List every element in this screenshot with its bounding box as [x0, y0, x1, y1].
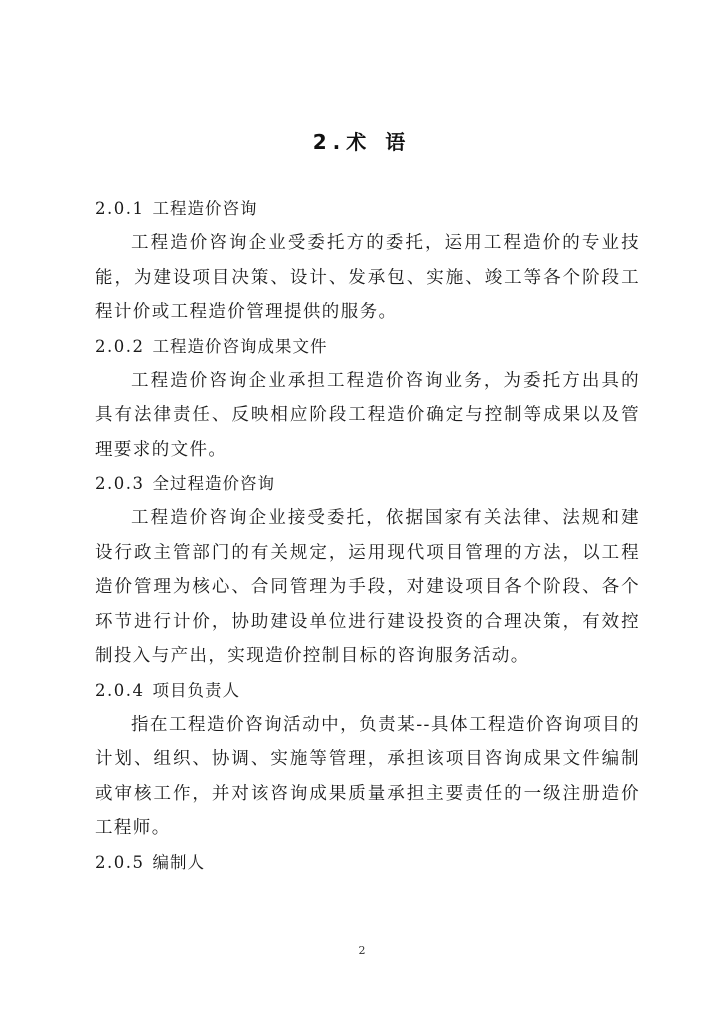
term-definition: 工程造价咨询企业接受委托，依据国家有关法律、法规和建设行政主管部门的有关规定，运用现代项目管理的方法，以工程造价管理为核心、合同管理为手段，对建设项目各个阶段、各个环节进行计价，协助建设单位进行建设投资的合理决策，有效控制投入与产出，实现造价控制目标的咨询服务活动。	[95, 508, 640, 666]
term-2-0-2	[95, 330, 640, 468]
term-heading	[95, 674, 640, 708]
term-number: 2.0.3	[95, 474, 145, 493]
term-heading	[95, 330, 640, 364]
page-number: 2	[358, 944, 366, 957]
term-2-0-1	[95, 192, 640, 330]
term-2-0-3	[95, 467, 640, 674]
term-number: 2.0.5	[95, 852, 145, 872]
term-number: 2.0.4	[95, 680, 145, 700]
term-number: 2.0.2	[95, 336, 145, 356]
term-title: 全过程造价咨询	[152, 474, 275, 493]
chapter-title: 2.术 语	[312, 130, 412, 154]
term-definition: 指在工程造价咨询活动中，负责某--具体工程造价咨询项目的计划、组织、协调、实施等管理，承担该项目咨询成果文件编制或审核工作，并对该咨询成果质量承担主要责任的一级注册造价工程师。	[95, 714, 640, 838]
term-heading	[95, 467, 640, 501]
term-2-0-4	[95, 674, 640, 846]
term-title: 编制人	[152, 852, 205, 872]
term-definition: 工程造价咨询企业承担工程造价咨询业务，为委托方出具的具有法律责任、反映相应阶段工程造价确定与控制等成果以及管理要求的文件。	[95, 370, 640, 460]
term-title: 工程造价咨询	[152, 199, 258, 218]
term-title: 项目负责人	[152, 680, 240, 700]
term-title: 工程造价咨询成果文件	[152, 336, 328, 356]
term-number: 2.0.1	[95, 199, 145, 218]
term-heading	[95, 846, 640, 880]
term-definition: 工程造价咨询企业受委托方的委托，运用工程造价的专业技能，为建设项目决策、设计、发承包、实施、竣工等各个阶段工程计价或工程造价管理提供的服务。	[95, 233, 640, 322]
term-2-0-5	[95, 846, 640, 880]
term-heading	[95, 192, 640, 226]
terms-list	[95, 192, 640, 880]
